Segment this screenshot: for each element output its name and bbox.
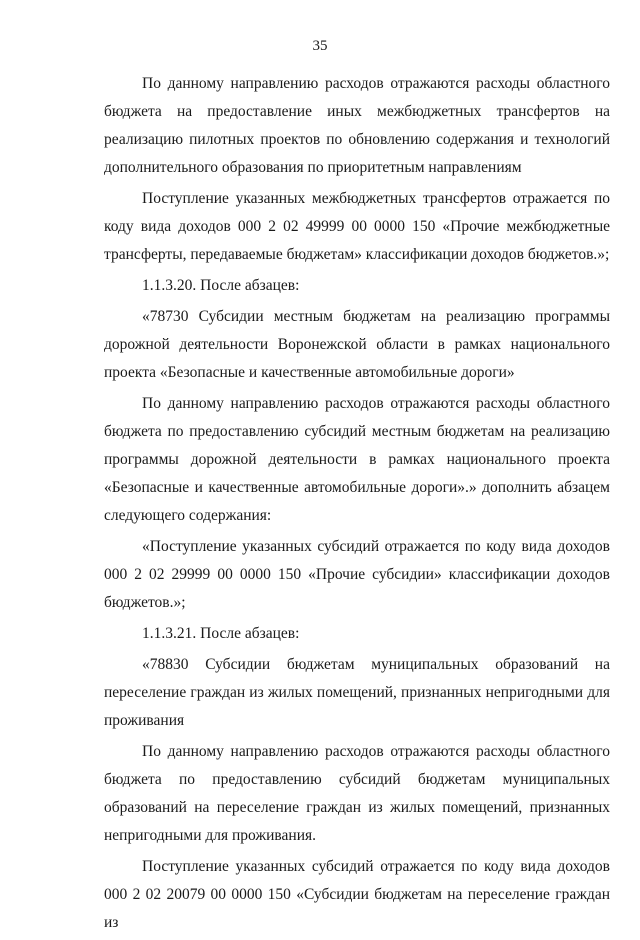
paragraph-78730-road-subsidies: «78730 Субсидии местным бюджетам на реализацию программы дорожной деятельности Воронежской области в рамках национального проекта «Безопасные и качественные автомобильные дороги» [104,308,610,381]
paragraph-expenditure-direction-resettlement: По данному направлению расходов отражаются расходы областного бюджета по предоставлению субсидий бюджетам муниципальных образований на переселение граждан из жилых помещений, признанных непригодными для проживания. [104,743,610,844]
paragraph-receipt-subsidies-29999: «Поступление указанных субсидий отражается по коду вида доходов 000 2 02 29999 00 0000 150 «Прочие субсидии» классификации доходов бюджетов.»; [104,538,610,611]
paragraph-receipt-subsidies-20079: Поступление указанных субсидий отражается по коду вида доходов 000 2 02 20079 00 0000 150 «Субсидии бюджетам на переселение граждан из [104,858,610,931]
paragraph-78830-resettlement-subsidies: «78830 Субсидии бюджетам муниципальных образований на переселение граждан из жилых помещений, признанных непригодными для проживания [104,656,610,729]
paragraph-clause-1-1-3-21: 1.1.3.21. После абзацев: [142,625,300,642]
paragraph-expenditure-direction-roads: По данному направлению расходов отражаются расходы областного бюджета по предоставлению субсидий местным бюджетам на реализацию программы дорожной деятельности в рамках национального проекта «Безопасные и качественные автомобильные дороги».» дополнить абзацем следующего содержания: [104,395,610,524]
paragraph-receipt-transfers: Поступление указанных межбюджетных трансфертов отражается по коду вида доходов 000 2 02 49999 00 0000 150 «Прочие межбюджетные трансферты, передаваемые бюджетам» классификации доходов бюджетов.»; [104,190,610,263]
paragraph-clause-1-1-3-20: 1.1.3.20. После абзацев: [142,277,300,294]
paragraph-expenditure-direction-pilot: По данному направлению расходов отражаются расходы областного бюджета на предоставление иных межбюджетных трансфертов на реализацию пилотных проектов по обновлению содержания и технологий дополнительного образования по приоритетным направлениям [104,75,610,176]
document-body [104,70,610,940]
page-number: 35 [312,38,328,54]
